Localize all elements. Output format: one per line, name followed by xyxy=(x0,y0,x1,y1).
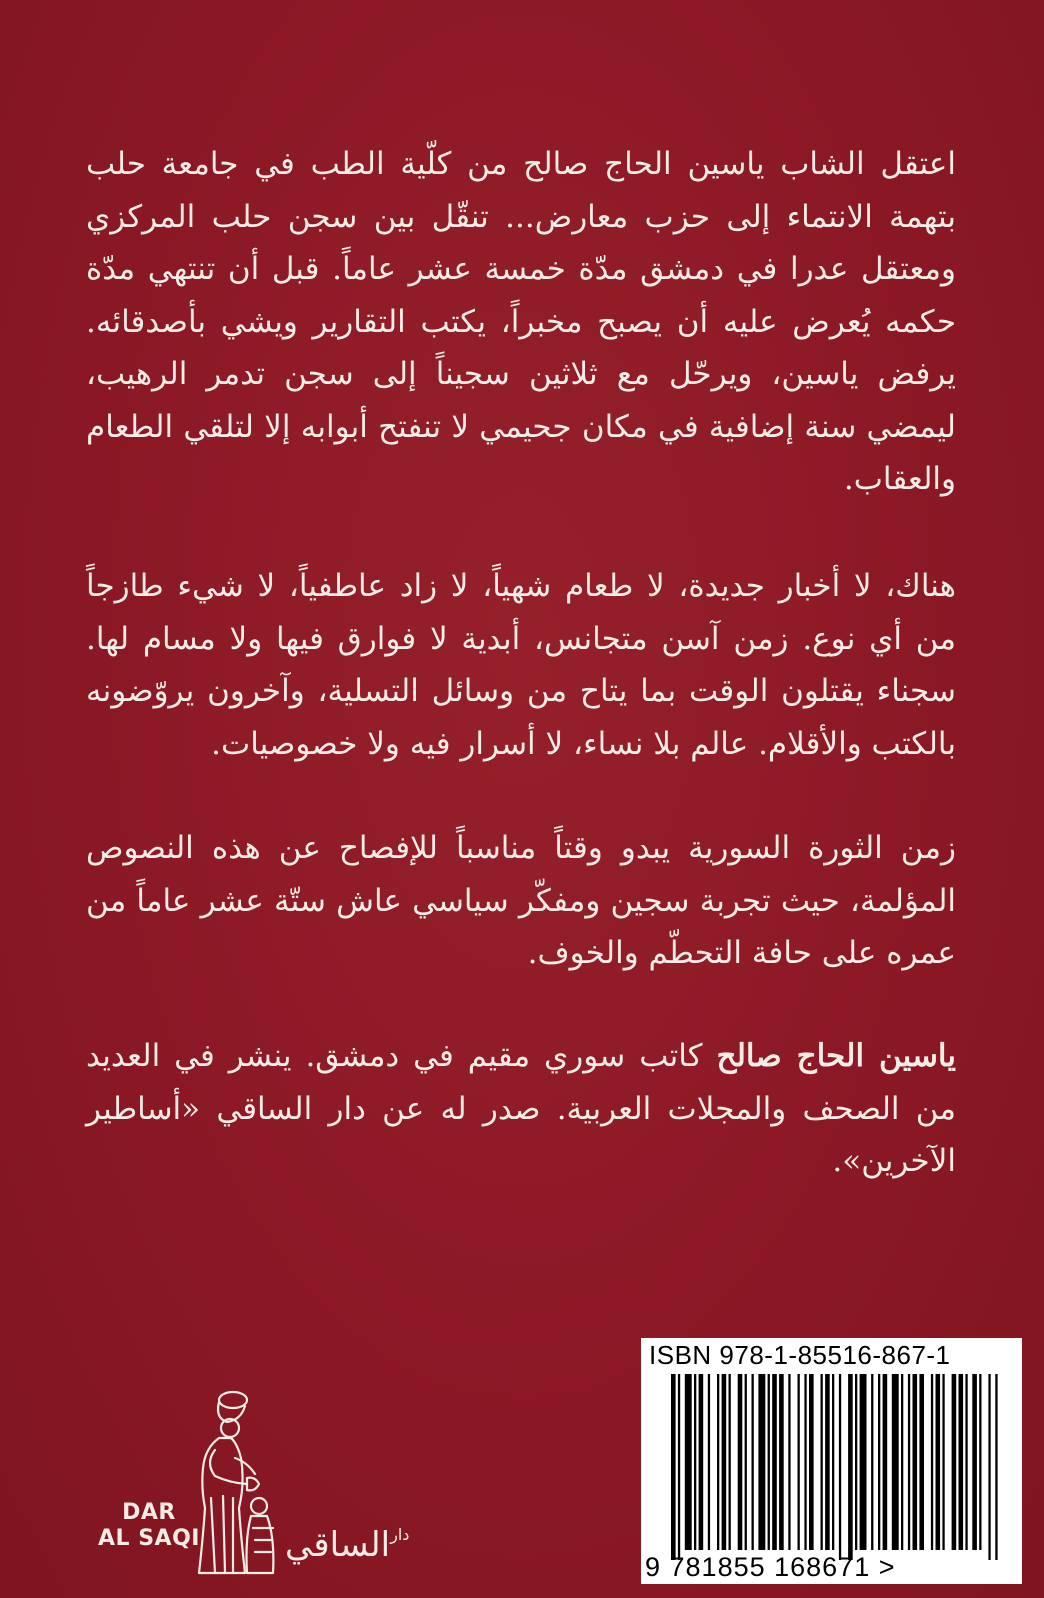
author-bio xyxy=(86,1030,956,1188)
barcode-bar xyxy=(979,1374,981,1550)
barcode-bar xyxy=(988,1374,990,1560)
barcode-bar xyxy=(758,1374,765,1550)
blurb-paragraph-1 xyxy=(86,138,956,506)
barcode-bar xyxy=(959,1374,964,1550)
barcode-bar xyxy=(752,1374,754,1550)
barcode-bar xyxy=(745,1374,747,1550)
barcode-bar xyxy=(995,1374,997,1560)
barcode-bar xyxy=(772,1374,777,1550)
barcode-bar xyxy=(931,1374,933,1550)
barcode-bar xyxy=(708,1374,710,1550)
barcode-bar xyxy=(908,1374,910,1550)
publisher-arabic-main: الساقي xyxy=(285,1525,391,1565)
barcode-bar xyxy=(699,1374,704,1550)
barcode-bar xyxy=(825,1374,830,1550)
author-name: ياسين الحاج صالح xyxy=(716,1038,956,1074)
barcode-bar xyxy=(878,1374,880,1550)
barcode-bar xyxy=(809,1374,814,1550)
barcode-bar xyxy=(722,1374,727,1550)
barcode-bar xyxy=(798,1374,800,1550)
barcode-bar xyxy=(804,1374,806,1550)
publisher-latin-line1: DAR xyxy=(122,1500,176,1525)
barcode-bar xyxy=(919,1374,924,1550)
barcode-label xyxy=(641,1338,1022,1584)
barcode-bar xyxy=(694,1374,696,1550)
barcode-bar xyxy=(768,1374,770,1550)
author-bio-text xyxy=(86,1030,956,1188)
barcode-bar xyxy=(678,1374,680,1560)
blurb-text-3: زمن الثورة السورية يبدو وقتاً مناسباً للإفصاح عن هذه النصوص المؤلمة، حيث تجربة سجين ومفكّر سياسي عاش ستّة عشر عاماً من عمره على حافة التحطّم والخوف. xyxy=(86,830,956,971)
isbn-text: ISBN 978-1-85516-867-1 xyxy=(649,1340,951,1370)
barcode-bar xyxy=(855,1374,857,1550)
publisher-arabic-name xyxy=(285,1525,409,1565)
barcode-bar xyxy=(788,1374,790,1550)
barcode-bars xyxy=(641,1338,1022,1584)
barcode-bar xyxy=(839,1374,841,1560)
blurb-text-2: هناك، لا أخبار جديدة، لا طعام شهياً، لا زاد عاطفياً، لا شيء طازجاً من أي نوع. زمن آسن متجانس، أبدية لا فوارق فيها ولا مسام لها. سجناء يقتلون الوقت بما يتاح من وسائل التسلية، وآخرون يروّضونه بالكتب والأقلام. عالم بلا نساء، لا أسرار فيه ولا خصوصيات. xyxy=(86,568,956,762)
barcode-bar xyxy=(883,1374,888,1550)
barcode-bar xyxy=(972,1374,977,1550)
barcode-bar xyxy=(913,1374,918,1550)
barcode-bar xyxy=(936,1374,941,1550)
barcode-bar xyxy=(942,1374,944,1550)
publisher-logo-illustration-icon xyxy=(175,1388,285,1583)
publisher-arabic-small: دار xyxy=(390,1525,410,1544)
barcode-bar xyxy=(965,1374,967,1550)
blurb-paragraph-2 xyxy=(86,560,956,770)
barcode-bar xyxy=(892,1374,899,1550)
blurb-paragraph-3 xyxy=(86,822,956,980)
barcode-bar xyxy=(685,1374,692,1550)
barcode-bar xyxy=(871,1374,873,1550)
barcode-bar xyxy=(860,1374,867,1550)
barcode-bar xyxy=(952,1374,957,1550)
barcode-bar xyxy=(717,1374,719,1550)
barcode-bar xyxy=(821,1374,823,1550)
publisher-latin-line2: AL SAQI xyxy=(98,1526,200,1551)
blurb-text-1: اعتقل الشاب ياسين الحاج صالح من كلّية الطب في جامعة حلب بتهمة الانتماء إلى حزب معارض... تنقّل بين سجن حلب المركزي ومعتقل عدرا في دمشق مدّة خمسة عشر عاماً. قبل أن تنتهي مدّة حكمه يُعرض عليه أن يصبح مخبراً، يكتب التقارير ويشي بأصدقائه. يرفض ياسين، ويرحّل مع ثلاثين سجيناً إلى سجن تدمر الرهيب، ليمضي سنة إضافية في مكان جحيمي لا تنفتح أبوابه إلا لتلقي الطعام والعقاب. xyxy=(86,146,956,497)
barcode-bar xyxy=(779,1374,784,1550)
barcode-bar xyxy=(729,1374,731,1550)
barcode-bar xyxy=(901,1374,903,1550)
publisher-latin-name xyxy=(98,1500,200,1552)
barcode-bar xyxy=(671,1374,676,1560)
barcode-bar xyxy=(832,1374,834,1550)
barcode-bar xyxy=(848,1374,853,1560)
barcode-bar xyxy=(738,1374,743,1550)
barcode-digits: 9 781855 168671 > xyxy=(645,1552,896,1582)
author-bio-rest: كاتب سوري مقيم في دمشق. ينشر في العديد من الصحف والمجلات العربية. صدر له عن دار الساقي «أساطير الآخرين». xyxy=(86,1038,956,1179)
